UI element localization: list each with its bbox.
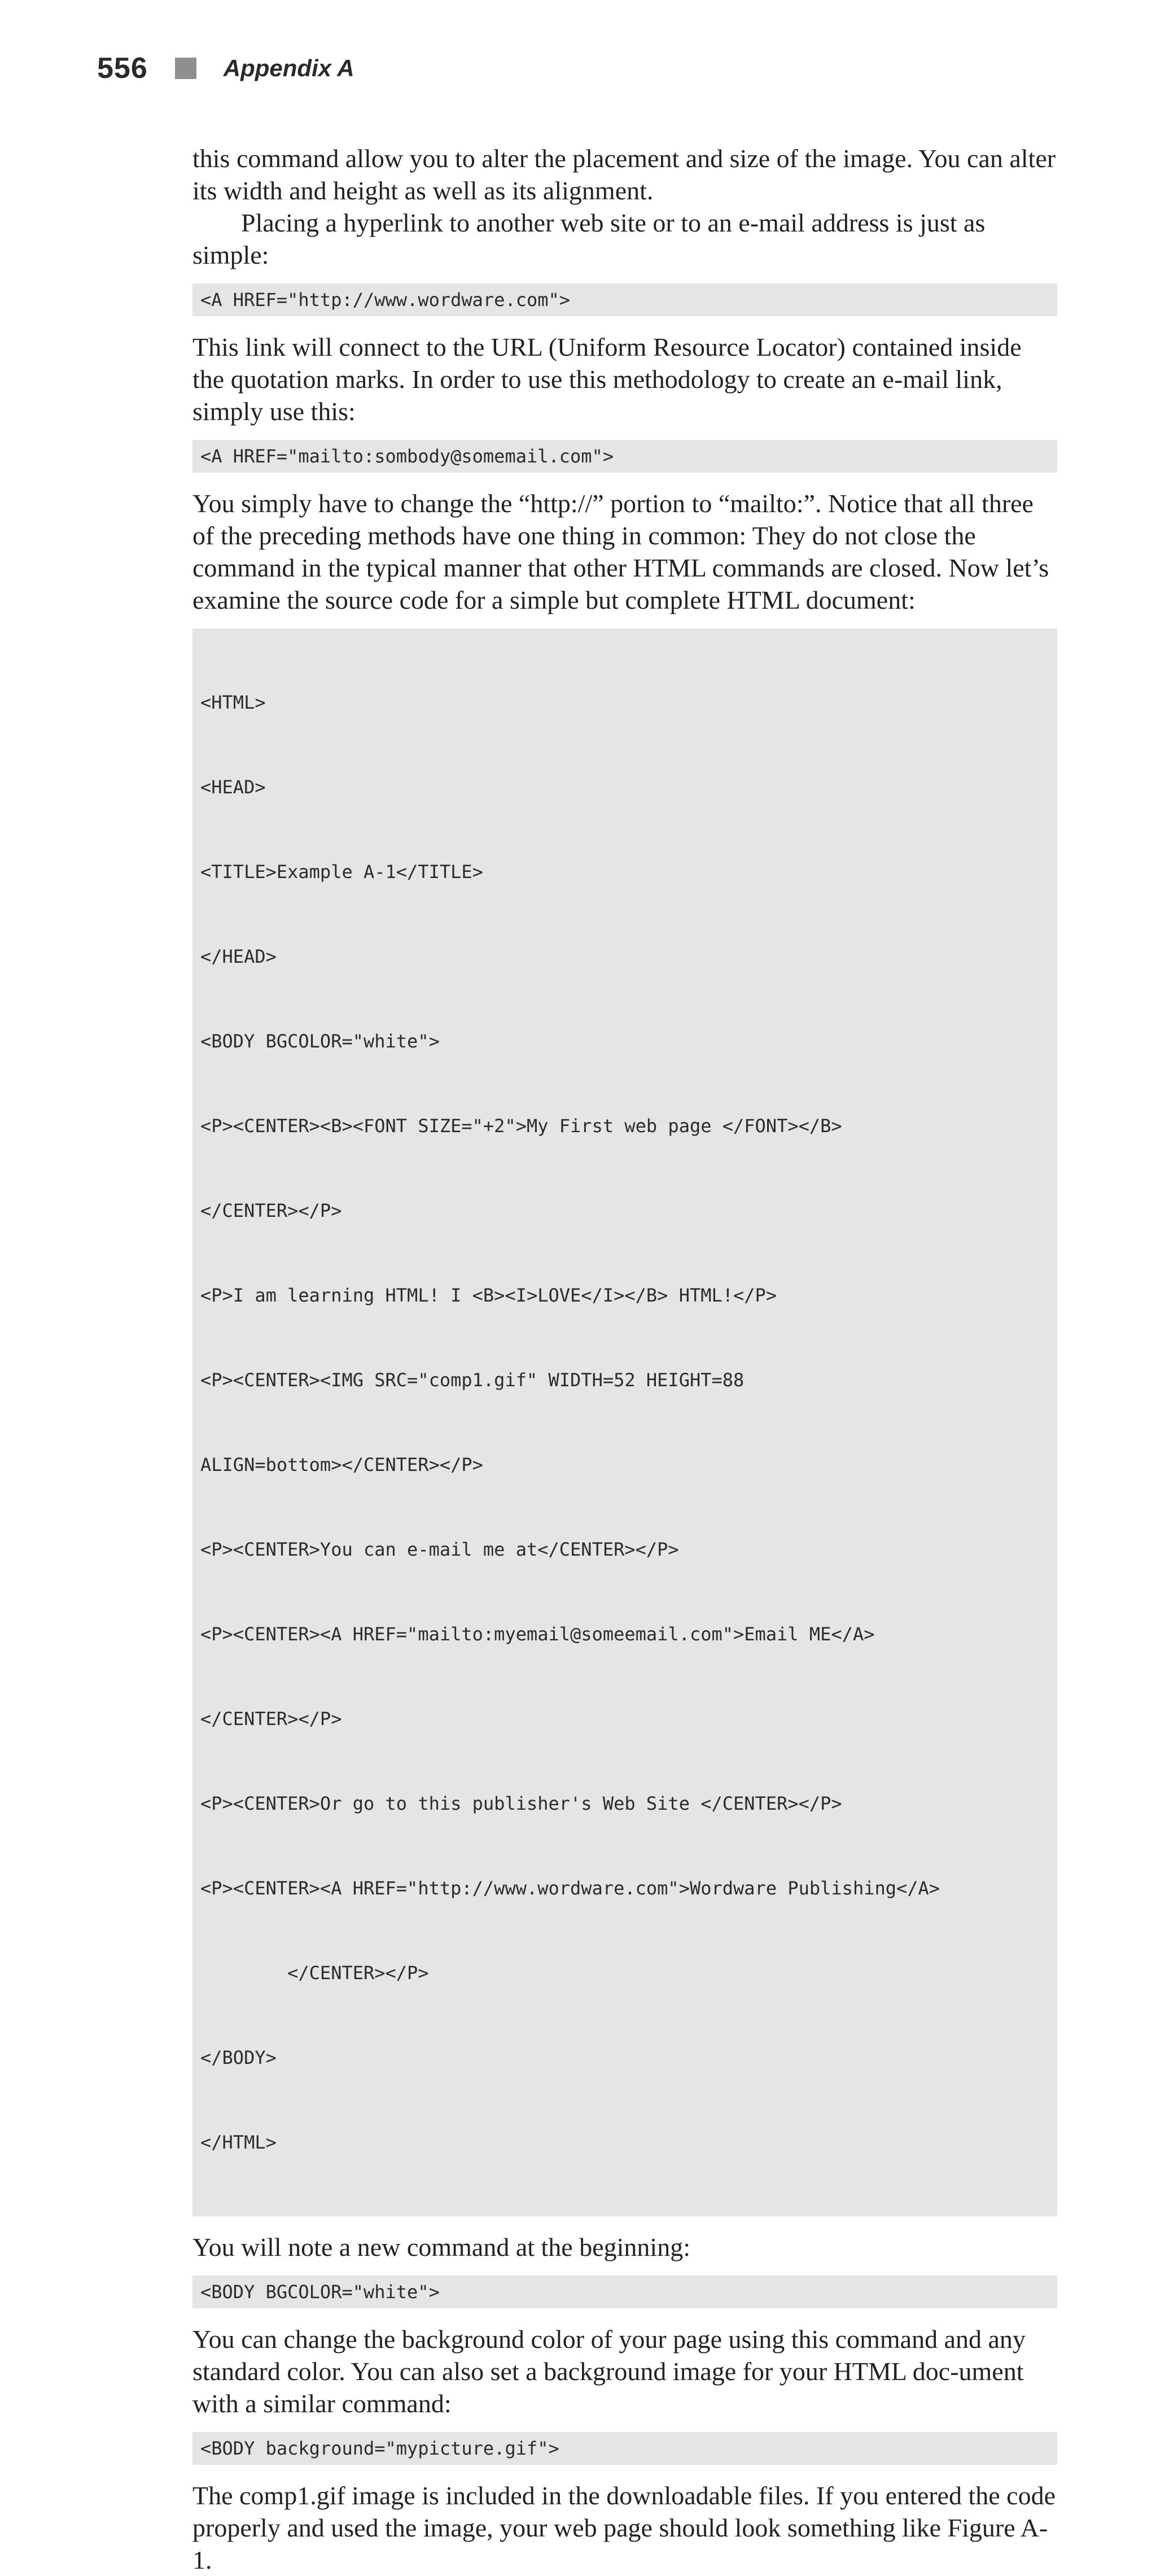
paragraph-6: You can change the background color of your page using this command and any standard color. You can also set a background image for your HTML doc-ument with a similar command: bbox=[192, 2325, 1026, 2418]
paragraph-5: You will note a new command at the beginning: bbox=[192, 2233, 690, 2261]
code-line: <P><CENTER>You can e-mail me at</CENTER></P> bbox=[200, 1539, 679, 1560]
code-line: ALIGN=bottom></CENTER></P> bbox=[200, 1454, 483, 1475]
code-line: </HEAD> bbox=[200, 946, 277, 967]
code-line: <P><CENTER><B><FONT SIZE="+2">My First web page </FONT></B> bbox=[200, 1115, 842, 1137]
paragraph-4: You simply have to change the “http://” portion to “mailto:”. Notice that all three of the preceding methods have one thing in common: They do not close the command in the typical manner that other HTML commands are closed. Now let’s examine the source code for a simple but complete HTML document: bbox=[192, 489, 1049, 614]
code-line: <HEAD> bbox=[200, 776, 266, 798]
running-head bbox=[97, 49, 354, 88]
paragraph-3: This link will connect to the URL (Uniform Resource Locator) contained inside the quotation marks. In order to use this methodology to create an e-mail link, simply use this: bbox=[192, 333, 1022, 426]
code-block-1: <A HREF="http://www.wordware.com"> bbox=[192, 283, 1057, 316]
code-line: </CENTER></P> bbox=[200, 1962, 429, 1984]
code-line: <BODY BGCOLOR="white"> bbox=[200, 1031, 440, 1052]
code-block-html-example bbox=[192, 628, 1057, 2216]
code-line: </CENTER></P> bbox=[200, 1200, 342, 1221]
header-square-icon bbox=[175, 58, 196, 79]
code-line: </HTML> bbox=[200, 2132, 277, 2153]
code-line: <P><CENTER><A HREF="mailto:myemail@someemail.com">Email ME</A> bbox=[200, 1623, 875, 1645]
page-number: 556 bbox=[97, 52, 148, 85]
code-line: </CENTER></P> bbox=[200, 1708, 342, 1730]
code-line: <P>I am learning HTML! I <B><I>LOVE</I></B> HTML!</P> bbox=[200, 1285, 777, 1306]
code-line: <HTML> bbox=[200, 692, 266, 713]
code-line: <TITLE>Example A-1</TITLE> bbox=[200, 861, 483, 883]
chapter-label: Appendix A bbox=[223, 55, 354, 81]
code-line: </BODY> bbox=[200, 2047, 277, 2068]
paragraph-2: Placing a hyperlink to another web site or to an e-mail address is just as simple: bbox=[192, 208, 986, 269]
code-block-2: <A HREF="mailto:sombody@somemail.com"> bbox=[192, 440, 1057, 473]
code-line: <P><CENTER><A HREF="http://www.wordware.com">Wordware Publishing</A> bbox=[200, 1878, 940, 1899]
code-block-4: <BODY BGCOLOR="white"> bbox=[192, 2276, 1057, 2308]
paragraph-7: The comp1.gif image is included in the downloadable files. If you entered the code properly and used the image, your web page should look something like Figure A-1. bbox=[192, 2481, 1056, 2574]
code-line: <P><CENTER>Or go to this publisher's Web Site </CENTER></P> bbox=[200, 1793, 842, 1814]
paragraph-1: this command allow you to alter the placement and size of the image. You can alter its width and height as well as its alignment. bbox=[192, 144, 1056, 205]
code-line: <P><CENTER><IMG SRC="comp1.gif" WIDTH=52 HEIGHT=88 bbox=[200, 1369, 745, 1391]
page-body bbox=[192, 142, 1057, 2576]
code-block-5: <BODY background="mypicture.gif"> bbox=[192, 2432, 1057, 2465]
